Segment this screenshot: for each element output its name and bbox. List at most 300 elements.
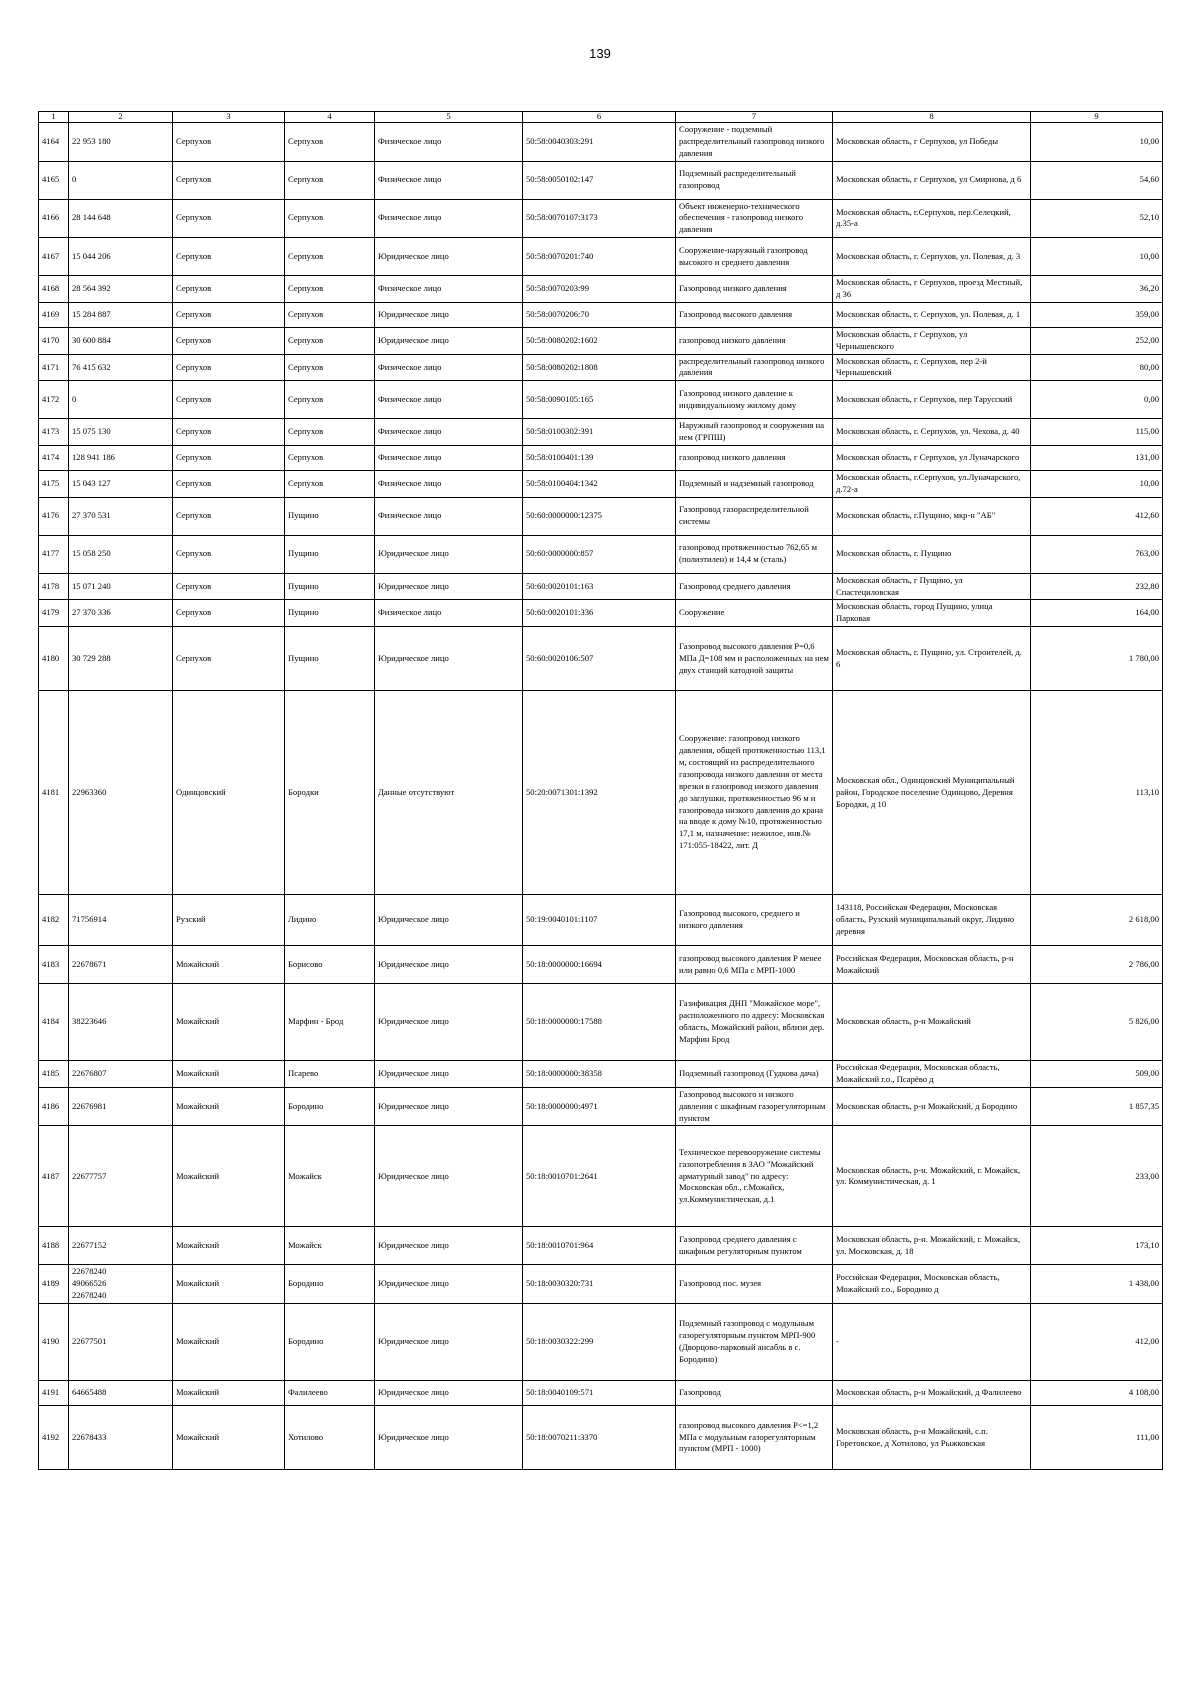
locality-cell: Пущино [285, 573, 375, 600]
object-description-cell: Подземный газопровод с модульным газорегуляторным пунктом МРП-900 (Дворцово-парковый ансабль в с. Бородино) [676, 1304, 833, 1381]
table-row [39, 471, 1163, 498]
cadastral-number-cell: 50:58:0090105:165 [523, 381, 676, 419]
table-row [39, 238, 1163, 276]
row-number: 4183 [39, 946, 69, 984]
cadastral-number-cell: 50:18:0010701:964 [523, 1227, 676, 1265]
column-number-2: 2 [69, 112, 173, 123]
cadastral-number-cell: 50:60:0020101:163 [523, 573, 676, 600]
cadastral-number-cell: 50:60:0020106:507 [523, 627, 676, 691]
object-description-cell: Сооружение: газопровод низкого давления, общей протяженностью 113,1 м, состоящий из распределительного газопровода низкого давления от места врезки в газопровод низкого давления до заглушки, протяженностью 96 м и газопровода низкого давления до крана на вводе к дому №10, протяженностью 17,1 м, назначение: нежилое, инв.№ 171:055-18422, лит. Д [676, 691, 833, 895]
table-row [39, 1406, 1163, 1470]
owner-type-cell: Физическое лицо [375, 419, 523, 446]
address-cell: Московская область, г. Серпухов, ул. Чехова, д. 40 [833, 419, 1031, 446]
row-number: 4175 [39, 471, 69, 498]
row-number: 4169 [39, 302, 69, 327]
owner-type-cell: Юридическое лицо [375, 1087, 523, 1126]
row-number: 4180 [39, 627, 69, 691]
inn-cell: 27 370 531 [69, 497, 173, 535]
inn-cell: 22676807 [69, 1061, 173, 1088]
address-cell: Московская область, р-н. Можайский, г. Можайск, ул. Московская, д. 18 [833, 1227, 1031, 1265]
district-cell: Серпухов [173, 238, 285, 276]
inn-cell: 15 043 127 [69, 471, 173, 498]
object-description-cell: Техническое перевооружение системы газопотребления в ЗАО "Можайский арматурный завод" по адресу: Московская обл., г.Можайск, ул.Коммунистическая, д.1 [676, 1126, 833, 1227]
registry-body [39, 123, 1163, 1470]
row-number: 4168 [39, 276, 69, 303]
district-cell: Серпухов [173, 199, 285, 238]
object-description-cell: Газопровод высокого и низкого давления с шкафным газорегуляторным пунктом [676, 1087, 833, 1126]
address-cell: Московская область, г.Серпухов, ул.Луначарского, д.72-а [833, 471, 1031, 498]
object-description-cell: газопровод протяженностью 762,65 м (полиэтилен) и 14,4 м (сталь) [676, 535, 833, 573]
locality-cell: Бородино [285, 1265, 375, 1304]
owner-type-cell: Данные отсутствуют [375, 691, 523, 895]
table-row [39, 161, 1163, 199]
owner-type-cell: Юридическое лицо [375, 627, 523, 691]
inn-cell: 22 953 180 [69, 123, 173, 162]
locality-cell: Лидино [285, 895, 375, 946]
table-row [39, 276, 1163, 303]
object-description-cell: Объект инженерно-технического обеспечения - газопровод низкого давления [676, 199, 833, 238]
owner-type-cell: Юридическое лицо [375, 573, 523, 600]
address-cell: Московская область, г Пущино, ул Спастециловская [833, 573, 1031, 600]
inn-cell: 27 370 336 [69, 600, 173, 627]
owner-type-cell: Юридическое лицо [375, 1381, 523, 1406]
address-cell: Российская Федерация, Московская область, Можайский г.о., Бородино д [833, 1265, 1031, 1304]
length-cell: 52,10 [1031, 199, 1163, 238]
district-cell: Можайский [173, 1061, 285, 1088]
address-cell: Московская обл., Одинцовский Муниципальный район, Городское поселение Одинцово, Деревня Бородки, д 10 [833, 691, 1031, 895]
table-row [39, 691, 1163, 895]
address-cell: Московская область, город Пущино, улица Парковая [833, 600, 1031, 627]
row-number: 4164 [39, 123, 69, 162]
owner-type-cell: Юридическое лицо [375, 535, 523, 573]
owner-type-cell: Юридическое лицо [375, 895, 523, 946]
table-row [39, 627, 1163, 691]
object-description-cell: газопровод высокого давления Р<=1,2 МПа с модульным газорегуляторным пунктом (МРП - 1000) [676, 1406, 833, 1470]
cadastral-number-cell: 50:18:0040109:571 [523, 1381, 676, 1406]
object-description-cell: газопровод высокого давления Р менее или равно 0,6 МПа с МРП-1000 [676, 946, 833, 984]
inn-cell: 30 600 884 [69, 327, 173, 354]
object-description-cell: Газификация ДНП "Можайское море", расположенного по адресу: Московская область, Можайский район, вблизи дер. Марфин Брод [676, 984, 833, 1061]
cadastral-number-cell: 50:18:0000000:38358 [523, 1061, 676, 1088]
district-cell: Серпухов [173, 573, 285, 600]
cadastral-number-cell: 50:60:0020101:336 [523, 600, 676, 627]
row-number: 4171 [39, 354, 69, 381]
address-cell: Московская область, г.Пущино, мкр-н "АБ" [833, 497, 1031, 535]
owner-type-cell: Юридическое лицо [375, 946, 523, 984]
address-cell: Московская область, г.Серпухов, пер.Селецкий, д.35-а [833, 199, 1031, 238]
inn-cell: 22678671 [69, 946, 173, 984]
length-cell: 763,00 [1031, 535, 1163, 573]
length-cell: 2 618,00 [1031, 895, 1163, 946]
owner-type-cell: Юридическое лицо [375, 984, 523, 1061]
district-cell: Можайский [173, 1381, 285, 1406]
row-number: 4186 [39, 1087, 69, 1126]
table-row [39, 123, 1163, 162]
length-cell: 113,10 [1031, 691, 1163, 895]
owner-type-cell: Юридическое лицо [375, 1227, 523, 1265]
locality-cell: Серпухов [285, 354, 375, 381]
address-cell: Московская область, г Серпухов, проезд Местный, д 36 [833, 276, 1031, 303]
object-description-cell: Газопровод газораспределительной системы [676, 497, 833, 535]
object-description-cell: Газопровод высокого давления Р=0,6 МПа Д=108 мм и расположенных на нем двух станций катодной защиты [676, 627, 833, 691]
district-cell: Можайский [173, 1227, 285, 1265]
cadastral-number-cell: 50:58:0070203:99 [523, 276, 676, 303]
district-cell: Можайский [173, 1087, 285, 1126]
length-cell: 252,00 [1031, 327, 1163, 354]
row-number: 4173 [39, 419, 69, 446]
length-cell: 54,60 [1031, 161, 1163, 199]
cadastral-number-cell: 50:18:0000000:17588 [523, 984, 676, 1061]
district-cell: Одинцовский [173, 691, 285, 895]
length-cell: 1 438,00 [1031, 1265, 1163, 1304]
district-cell: Рузский [173, 895, 285, 946]
page-number: 139 [589, 46, 611, 61]
cadastral-number-cell: 50:60:0000000:857 [523, 535, 676, 573]
cadastral-number-cell: 50:58:0100302:391 [523, 419, 676, 446]
address-cell: Московская область, г. Серпухов, ул. Полевая, д. 1 [833, 302, 1031, 327]
length-cell: 164,00 [1031, 600, 1163, 627]
object-description-cell: Газопровод среднего давления [676, 573, 833, 600]
cadastral-number-cell: 50:18:0030322:299 [523, 1304, 676, 1381]
row-number: 4190 [39, 1304, 69, 1381]
owner-type-cell: Юридическое лицо [375, 302, 523, 327]
row-number: 4191 [39, 1381, 69, 1406]
address-cell: Московская область, р-н Можайский [833, 984, 1031, 1061]
cadastral-number-cell: 50:18:0030320:731 [523, 1265, 676, 1304]
row-number: 4170 [39, 327, 69, 354]
table-row [39, 1265, 1163, 1304]
table-row [39, 600, 1163, 627]
length-cell: 111,00 [1031, 1406, 1163, 1470]
length-cell: 0,00 [1031, 381, 1163, 419]
inn-cell: 15 284 887 [69, 302, 173, 327]
locality-cell: Пущино [285, 627, 375, 691]
owner-type-cell: Физическое лицо [375, 446, 523, 471]
address-cell: Московская область, г. Пущино [833, 535, 1031, 573]
row-number: 4178 [39, 573, 69, 600]
length-cell: 5 826,00 [1031, 984, 1163, 1061]
address-cell: Московская область, р-н. Можайский, г. Можайск, ул. Коммунистическая, д. 1 [833, 1126, 1031, 1227]
table-row [39, 1381, 1163, 1406]
address-cell: Московская область, г Серпухов, ул Победы [833, 123, 1031, 162]
table-row [39, 946, 1163, 984]
row-number: 4188 [39, 1227, 69, 1265]
object-description-cell: Газопровод среднего давления с шкафным регуляторным пунктом [676, 1227, 833, 1265]
cadastral-number-cell: 50:18:0000000:16694 [523, 946, 676, 984]
row-number: 4182 [39, 895, 69, 946]
table-row [39, 984, 1163, 1061]
locality-cell: Серпухов [285, 327, 375, 354]
object-description-cell: Газопровод [676, 1381, 833, 1406]
object-description-cell: газопровод низкого давления [676, 446, 833, 471]
length-cell: 412,00 [1031, 1304, 1163, 1381]
table-row [39, 327, 1163, 354]
address-cell: 143118, Российская Федерация, Московская область, Рузский муниципальный округ, Лидино деревня [833, 895, 1031, 946]
locality-cell: Серпухов [285, 161, 375, 199]
locality-cell: Пущино [285, 600, 375, 627]
address-cell: Московская область, г Серпухов, пер Тарусский [833, 381, 1031, 419]
address-cell: Московская область, г Серпухов, ул Чернышевского [833, 327, 1031, 354]
length-cell: 10,00 [1031, 471, 1163, 498]
row-number: 4187 [39, 1126, 69, 1227]
owner-type-cell: Физическое лицо [375, 199, 523, 238]
address-cell: Московская область, г Серпухов, ул Смирнова, д 6 [833, 161, 1031, 199]
district-cell: Серпухов [173, 471, 285, 498]
table-row [39, 1126, 1163, 1227]
district-cell: Можайский [173, 1304, 285, 1381]
column-number-6: 6 [523, 112, 676, 123]
length-cell: 10,00 [1031, 238, 1163, 276]
length-cell: 115,00 [1031, 419, 1163, 446]
locality-cell: Серпухов [285, 123, 375, 162]
table-row [39, 535, 1163, 573]
row-number: 4174 [39, 446, 69, 471]
inn-cell: 22677757 [69, 1126, 173, 1227]
inn-cell: 0 [69, 381, 173, 419]
inn-cell: 64665488 [69, 1381, 173, 1406]
length-cell: 2 786,00 [1031, 946, 1163, 984]
table-row [39, 381, 1163, 419]
inn-cell: 30 729 288 [69, 627, 173, 691]
row-number: 4166 [39, 199, 69, 238]
locality-cell: Серпухов [285, 302, 375, 327]
district-cell: Серпухов [173, 123, 285, 162]
object-description-cell: Подземный распределительный газопровод [676, 161, 833, 199]
locality-cell: Можайск [285, 1227, 375, 1265]
locality-cell: Серпухов [285, 238, 375, 276]
inn-cell: 128 941 186 [69, 446, 173, 471]
column-number-9: 9 [1031, 112, 1163, 123]
owner-type-cell: Юридическое лицо [375, 238, 523, 276]
table-row [39, 199, 1163, 238]
row-number: 4165 [39, 161, 69, 199]
district-cell: Серпухов [173, 302, 285, 327]
cadastral-number-cell: 50:58:0080202:1808 [523, 354, 676, 381]
object-description-cell: Газопровод высокого, среднего и низкого давления [676, 895, 833, 946]
inn-cell: 0 [69, 161, 173, 199]
length-cell: 10,00 [1031, 123, 1163, 162]
row-number: 4184 [39, 984, 69, 1061]
length-cell: 36,20 [1031, 276, 1163, 303]
locality-cell: Хотилово [285, 1406, 375, 1470]
row-number: 4179 [39, 600, 69, 627]
inn-cell: 22677501 [69, 1304, 173, 1381]
district-cell: Можайский [173, 1406, 285, 1470]
inn-cell: 15 044 206 [69, 238, 173, 276]
address-cell: Российская Федерация, Московская область, Можайский г.о., Псарёво д [833, 1061, 1031, 1088]
table-row [39, 497, 1163, 535]
cadastral-number-cell: 50:58:0070107:3173 [523, 199, 676, 238]
owner-type-cell: Юридическое лицо [375, 327, 523, 354]
inn-cell: 28 564 392 [69, 276, 173, 303]
district-cell: Серпухов [173, 497, 285, 535]
inn-cell: 38223646 [69, 984, 173, 1061]
object-description-cell: Газопровод высокого давления [676, 302, 833, 327]
column-number-8: 8 [833, 112, 1031, 123]
column-number-3: 3 [173, 112, 285, 123]
locality-cell: Фалилеево [285, 1381, 375, 1406]
length-cell: 173,10 [1031, 1227, 1163, 1265]
cadastral-number-cell: 50:20:0071301:1392 [523, 691, 676, 895]
object-description-cell: Подземный газопровод (Гудкова дача) [676, 1061, 833, 1088]
table-row [39, 419, 1163, 446]
locality-cell: Серпухов [285, 471, 375, 498]
table-row [39, 302, 1163, 327]
row-number: 4167 [39, 238, 69, 276]
owner-type-cell: Физическое лицо [375, 354, 523, 381]
address-cell: Московская область, р-н Можайский, д Бородино [833, 1087, 1031, 1126]
district-cell: Серпухов [173, 419, 285, 446]
inn-cell: 76 415 632 [69, 354, 173, 381]
owner-type-cell: Физическое лицо [375, 600, 523, 627]
owner-type-cell: Юридическое лицо [375, 1126, 523, 1227]
cadastral-number-cell: 50:18:0010701:2641 [523, 1126, 676, 1227]
address-cell: Московская область, г. Серпухов, ул. Полевая, д. 3 [833, 238, 1031, 276]
table-row [39, 1227, 1163, 1265]
locality-cell: Борисово [285, 946, 375, 984]
locality-cell: Псарево [285, 1061, 375, 1088]
inn-cell: 22677152 [69, 1227, 173, 1265]
table-row [39, 1061, 1163, 1088]
owner-type-cell: Физическое лицо [375, 497, 523, 535]
row-number: 4192 [39, 1406, 69, 1470]
owner-type-cell: Юридическое лицо [375, 1265, 523, 1304]
column-number-7: 7 [676, 112, 833, 123]
inn-cell: 22678433 [69, 1406, 173, 1470]
district-cell: Можайский [173, 984, 285, 1061]
length-cell: 232,80 [1031, 573, 1163, 600]
locality-cell: Серпухов [285, 199, 375, 238]
table-row [39, 573, 1163, 600]
district-cell: Серпухов [173, 535, 285, 573]
object-description-cell: Газопровод низкого давление к индивидуальному жилому дому [676, 381, 833, 419]
district-cell: Серпухов [173, 354, 285, 381]
cadastral-number-cell: 50:58:0050102:147 [523, 161, 676, 199]
inn-cell: 28 144 648 [69, 199, 173, 238]
owner-type-cell: Физическое лицо [375, 123, 523, 162]
object-description-cell: Сооружение-наружный газопровод высокого и среднего давления [676, 238, 833, 276]
address-cell: Российская Федерация, Московская область, р-н Можайский [833, 946, 1031, 984]
inn-cell: 15 075 130 [69, 419, 173, 446]
length-cell: 359,00 [1031, 302, 1163, 327]
locality-cell: Серпухов [285, 446, 375, 471]
table-row [39, 1087, 1163, 1126]
locality-cell: Бородки [285, 691, 375, 895]
row-number: 4176 [39, 497, 69, 535]
address-cell: Московская область, р-н Можайский, с.п. Горетовское, д Хотилово, ул Рыжковская [833, 1406, 1031, 1470]
length-cell: 509,00 [1031, 1061, 1163, 1088]
cadastral-number-cell: 50:58:0100401:139 [523, 446, 676, 471]
inn-cell: 15 058 250 [69, 535, 173, 573]
column-number-4: 4 [285, 112, 375, 123]
locality-cell: Серпухов [285, 419, 375, 446]
address-cell: Московская область, р-н Можайский, д Фалилеево [833, 1381, 1031, 1406]
object-description-cell: Сооружение - подземный распределительный газопровод низкого давления [676, 123, 833, 162]
owner-type-cell: Физическое лицо [375, 381, 523, 419]
district-cell: Серпухов [173, 600, 285, 627]
inn-cell: 22678240 49066526 22678240 [69, 1265, 173, 1304]
cadastral-number-cell: 50:18:0000000:4971 [523, 1087, 676, 1126]
cadastral-number-cell: 50:58:0100404:1342 [523, 471, 676, 498]
cadastral-number-cell: 50:58:0080202:1602 [523, 327, 676, 354]
length-cell: 412,60 [1031, 497, 1163, 535]
address-cell: Московская область, г. Серпухов, пер 2-й Чернышевский [833, 354, 1031, 381]
row-number: 4177 [39, 535, 69, 573]
row-number: 4172 [39, 381, 69, 419]
object-description-cell: Сооружение [676, 600, 833, 627]
cadastral-number-cell: 50:58:0070201:740 [523, 238, 676, 276]
object-description-cell: распределительный газопровод низкого давления [676, 354, 833, 381]
cadastral-number-cell: 50:60:0000000:12375 [523, 497, 676, 535]
object-description-cell: Наружный газопровод и сооружения на нем (ГРПШ) [676, 419, 833, 446]
locality-cell: Пущино [285, 535, 375, 573]
length-cell: 80,00 [1031, 354, 1163, 381]
registry-table [38, 111, 1163, 1470]
inn-cell: 22963360 [69, 691, 173, 895]
length-cell: 131,00 [1031, 446, 1163, 471]
owner-type-cell: Юридическое лицо [375, 1061, 523, 1088]
object-description-cell: Подземный и надземный газопровод [676, 471, 833, 498]
district-cell: Серпухов [173, 627, 285, 691]
row-number: 4185 [39, 1061, 69, 1088]
district-cell: Можайский [173, 1265, 285, 1304]
district-cell: Серпухов [173, 446, 285, 471]
table-row [39, 895, 1163, 946]
district-cell: Серпухов [173, 381, 285, 419]
district-cell: Серпухов [173, 327, 285, 354]
inn-cell: 71756914 [69, 895, 173, 946]
locality-cell: Марфин - Брод [285, 984, 375, 1061]
cadastral-number-cell: 50:18:0070211:3370 [523, 1406, 676, 1470]
locality-cell: Серпухов [285, 381, 375, 419]
table-row [39, 354, 1163, 381]
cadastral-number-cell: 50:19:0040101:1107 [523, 895, 676, 946]
cadastral-number-cell: 50:58:0040303:291 [523, 123, 676, 162]
inn-cell: 22676981 [69, 1087, 173, 1126]
object-description-cell: газопровод низкого давления [676, 327, 833, 354]
owner-type-cell: Юридическое лицо [375, 1406, 523, 1470]
owner-type-cell: Физическое лицо [375, 471, 523, 498]
locality-cell: Можайск [285, 1126, 375, 1227]
locality-cell: Бородино [285, 1087, 375, 1126]
address-cell: Московская область, г Серпухов, ул Луначарского [833, 446, 1031, 471]
owner-type-cell: Физическое лицо [375, 161, 523, 199]
object-description-cell: Газопровод низкого давления [676, 276, 833, 303]
length-cell: 4 108,00 [1031, 1381, 1163, 1406]
column-number-row [39, 112, 1163, 123]
inn-cell: 15 071 240 [69, 573, 173, 600]
district-cell: Можайский [173, 1126, 285, 1227]
district-cell: Серпухов [173, 161, 285, 199]
length-cell: 233,00 [1031, 1126, 1163, 1227]
column-number-1: 1 [39, 112, 69, 123]
cadastral-number-cell: 50:58:0070206:70 [523, 302, 676, 327]
locality-cell: Пущино [285, 497, 375, 535]
table-row [39, 446, 1163, 471]
address-cell: - [833, 1304, 1031, 1381]
district-cell: Можайский [173, 946, 285, 984]
length-cell: 1 780,00 [1031, 627, 1163, 691]
owner-type-cell: Физическое лицо [375, 276, 523, 303]
locality-cell: Бородино [285, 1304, 375, 1381]
object-description-cell: Газопровод пос. музея [676, 1265, 833, 1304]
column-number-5: 5 [375, 112, 523, 123]
locality-cell: Серпухов [285, 276, 375, 303]
row-number: 4181 [39, 691, 69, 895]
district-cell: Серпухов [173, 276, 285, 303]
table-row [39, 1304, 1163, 1381]
row-number: 4189 [39, 1265, 69, 1304]
